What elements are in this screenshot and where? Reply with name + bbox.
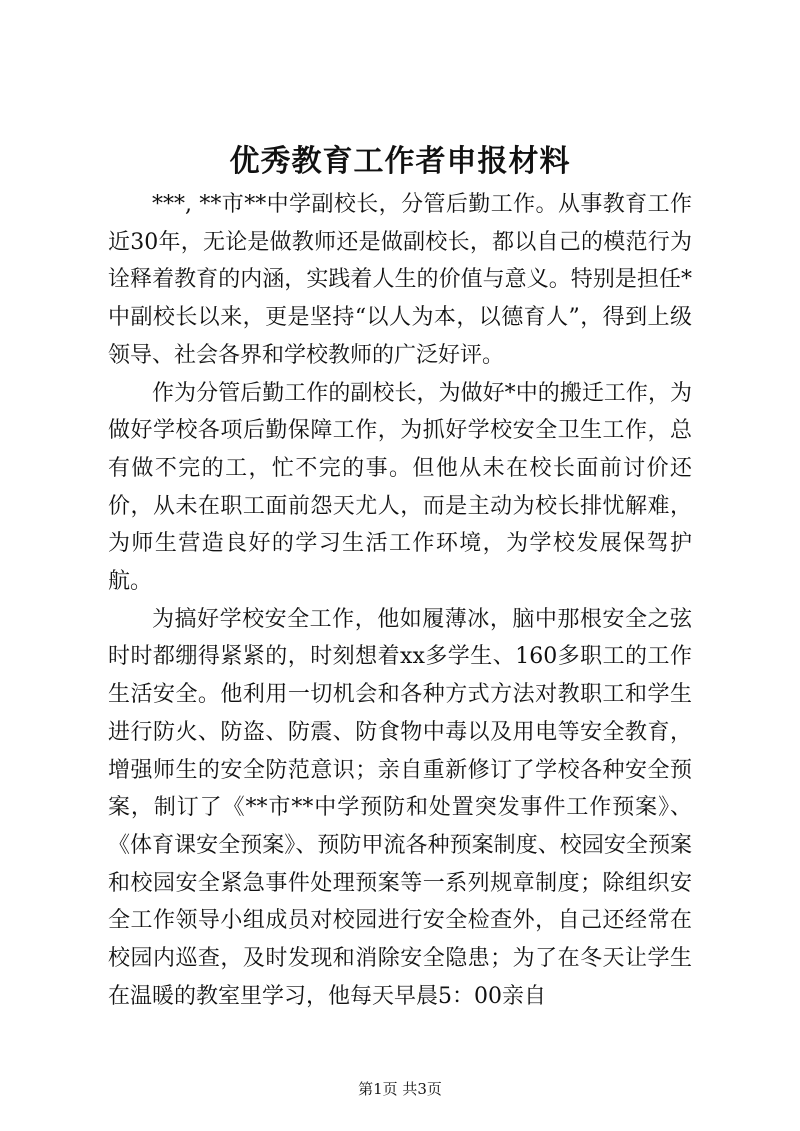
paragraph-2: 作为分管后勤工作的副校长，为做好*中的搬迁工作，为做好学校各项后勤保障工作，为抓好学校安全卫生工作，总有做不完的工，忙不完的事。但他从未在校长面前讨价还价，从未在职工面前怨天尤人，而是主动为校长排忧解难，为师生营造良好的学习生活工作环境，为学校发展保驾护航。	[108, 380, 692, 595]
document-body	[108, 186, 692, 1015]
paragraph-1: ***, **市**中学副校长，分管后勤工作。从事教育工作近30年，无论是做教师还是做副校长，都以自己的模范行为诠释着教育的内涵，实践着人生的价值与意义。特别是担任*中副校长以来，更是坚持“以人为本，以德育人”，得到上级领导、社会各界和学校教师的广泛好评。	[108, 192, 692, 368]
page-footer	[0, 1078, 800, 1100]
page-indicator: 第1页 共3页	[358, 1080, 442, 1098]
document-title: 优秀教育工作者申报材料	[229, 144, 571, 179]
paragraph-3: 为搞好学校安全工作，他如履薄冰，脑中那根安全之弦时时都绷得紧紧的，时刻想着xx多学生、160多职工的工作生活安全。他利用一切机会和各种方式方法对教职工和学生进行防火、防盗、防震、防食物中毒以及用电等安全教育，增强师生的安全防范意识；亲自重新修订了学校各种安全预案，制订了《**市**中学预防和处置突发事件工作预案》、《体育课安全预案》、预防甲流各种预案制度、校园安全预案和校园安全紧急事件处理预案等一系列规章制度；除组织安全工作领导小组成员对校园进行安全检查外，自己还经常在校园内巡查，及时发现和消除安全隐患；为了在冬天让学生在温暖的教室里学习，他每天早晨5：00亲自	[108, 606, 692, 1009]
